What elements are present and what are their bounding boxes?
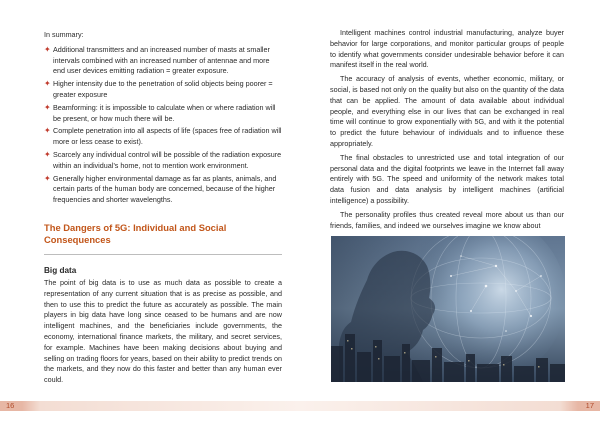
bullet-item [44, 103, 282, 125]
right-column [330, 28, 564, 234]
bullet-item [44, 126, 282, 148]
bullet-item [44, 174, 282, 206]
summary-bullet-list [44, 45, 282, 206]
bullet-text: Scarcely any individual control will be possible of the radiation exposure within an individual’s home, not to mention work environment. [53, 149, 282, 170]
page-number-left: 16 [6, 401, 15, 410]
illustration-photo [331, 236, 565, 382]
bullet-text: Higher intensity due to the penetration of solid objects being poorer = greater exposure [53, 79, 273, 99]
diamond-bullet-icon: ✦ [44, 102, 51, 112]
bullet-item [44, 79, 282, 101]
diamond-bullet-icon: ✦ [44, 79, 51, 89]
diamond-bullet-icon: ✦ [44, 149, 51, 159]
diamond-bullet-icon: ✦ [44, 44, 51, 54]
bullet-item [44, 150, 282, 172]
footer-band-right [300, 401, 600, 411]
bullet-text: Additional transmitters and an increased number of masts at smaller intervals combined with an increased number of antennae and more end user devices emitting radiation = greater exposure. [53, 44, 270, 76]
body-paragraph: The point of big data is to use as much data as possible to create a representation of any current situation that is as precise as possible, and then to use this to predict the future as accurately as possible. The main players in big data have long since ceased to be humans and are now intelligent machines, and the beneficiaries include governments, the economy, international finance markets, the military, and secret services, for example. Machines have been making decisions about buying and selling on trading floors for years, based on their ability to predict trends on the markets, and they now do this faster and better than any human ever could. [44, 277, 282, 385]
bullet-text: Generally higher environmental damage as far as plants, animals, and certain parts of the human body are concerned, because of the higher frequencies and shorter wavelengths. [53, 173, 277, 205]
section-title: The Dangers of 5G: Individual and Social Consequences [44, 221, 227, 245]
diamond-bullet-icon: ✦ [44, 126, 51, 136]
body-paragraph: The personality profiles thus created reveal more about us than our friends, families, and indeed we ourselves imagine we know about [330, 209, 564, 230]
bullet-text: Beamforming: it is impossible to calculate when or where radiation will be present, or how much there will be. [53, 102, 276, 123]
summary-intro: In summary: [44, 30, 84, 39]
page-number-right: 17 [585, 401, 594, 410]
section-divider [44, 254, 282, 255]
bullet-item [44, 45, 282, 77]
subheading: Big data [44, 265, 77, 275]
left-column [44, 30, 282, 389]
footer-band-left [0, 401, 300, 411]
body-paragraph: Intelligent machines control industrial manufacturing, analyze buyer behavior for large corporations, and monitor particular groups of people to identify what governments consider undesirable behavior before it can manifest itself in the real world. [330, 28, 564, 70]
diamond-bullet-icon: ✦ [44, 173, 51, 183]
body-paragraph: The final obstacles to unrestricted use and total integration of our personal data and the digital footprints we leave in the Internet fall away entirely with 5G. The speed and uniformity of the network makes total data fusion and data analysis by intelligent machines (artificial intelligence) a possibility. [330, 152, 564, 205]
bullet-text: Complete penetration into all aspects of life (spaces free of radiation will more or less cease to exist). [53, 126, 282, 147]
double-exposure-image [331, 236, 565, 382]
body-paragraph: The accuracy of analysis of events, whether economic, military, or social, is based not only on the quality but also on the quantity of the data that can be applied. The amount of data available about individual people, and everything else in our lives that can be exchanged in real time will continue to grow exponentially with 5G, and with it the potential to predict the future behaviour of individuals and to influence these appropriately. [330, 74, 564, 148]
